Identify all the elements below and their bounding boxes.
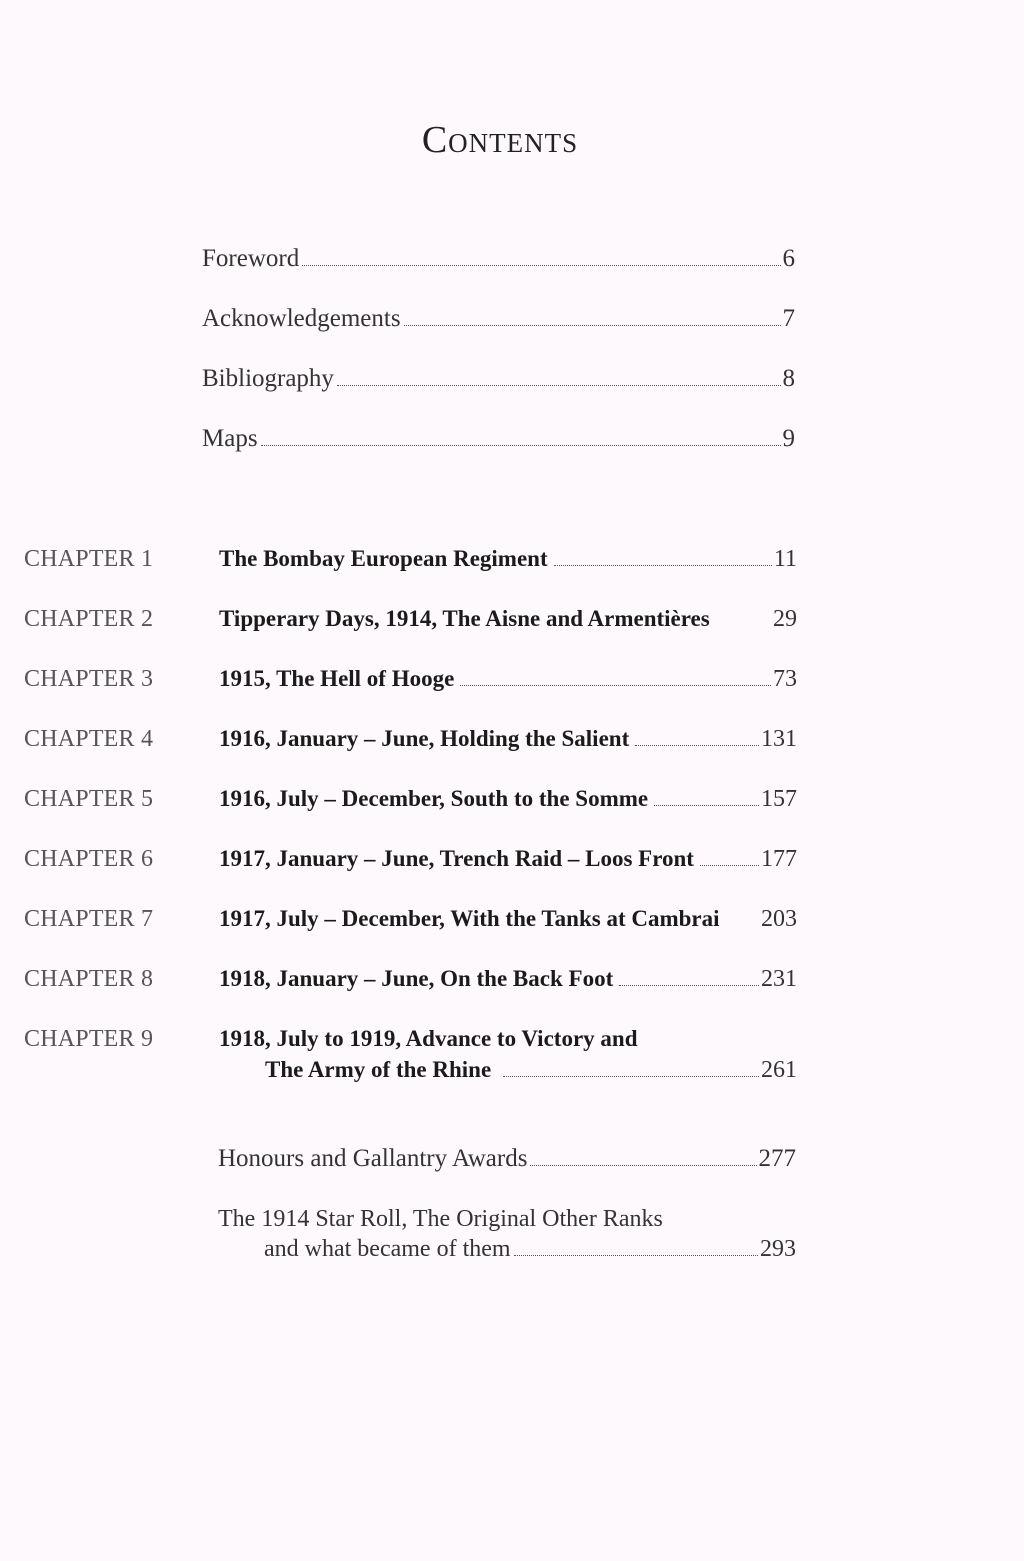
dot-leader [619, 985, 759, 986]
page-number: 11 [773, 546, 797, 572]
dot-leader [460, 685, 771, 686]
toc-entry-maps[interactable] [202, 424, 795, 454]
chapter-title: Tipperary Days, 1914, The Aisne and Armentières [219, 606, 710, 631]
page-number: 29 [773, 606, 797, 632]
page-title: Contents [421, 119, 579, 161]
dot-leader [404, 325, 781, 326]
toc-entry-star-roll[interactable] [218, 1204, 796, 1264]
entry-label-line-2: and what became of them [264, 1236, 511, 1262]
chapter-number: CHAPTER 5 [24, 786, 154, 812]
dot-leader [261, 445, 781, 446]
page-number: 203 [761, 906, 797, 932]
chapter-number: CHAPTER 6 [24, 846, 154, 872]
dot-leader [302, 265, 780, 266]
entry-label-line-1: The 1914 Star Roll, The Original Other Ranks [218, 1206, 663, 1232]
toc-entry-acknowledgements[interactable] [202, 304, 795, 334]
toc-entry-chapter-5[interactable] [219, 784, 797, 814]
chapter-title: 1916, January – June, Holding the Salient [219, 726, 630, 751]
toc-entry-chapter-3[interactable] [219, 664, 797, 694]
toc-entry-chapter-1[interactable] [219, 544, 797, 574]
entry-label: Bibliography [202, 365, 334, 392]
page-number: 6 [782, 245, 795, 272]
page-number: 7 [782, 305, 795, 332]
entry-label: Acknowledgements [202, 305, 401, 332]
page-number: 293 [760, 1236, 796, 1262]
dot-leader [337, 385, 781, 386]
page-number: 277 [758, 1145, 796, 1172]
chapter-title: 1917, July – December, With the Tanks at Cambrai [219, 906, 720, 931]
chapter-title: The Bombay European Regiment [219, 546, 548, 571]
page-number: 157 [761, 786, 797, 812]
chapter-title: 1916, July – December, South to the Somme [219, 786, 649, 811]
toc-entry-chapter-9[interactable] [219, 1024, 797, 1085]
chapter-number: CHAPTER 9 [24, 1026, 154, 1052]
chapter-title-line-1: 1918, July to 1919, Advance to Victory and [219, 1026, 638, 1051]
toc-entry-chapter-2[interactable] [219, 604, 797, 634]
chapter-title: 1918, January – June, On the Back Foot [219, 966, 614, 991]
toc-entry-chapter-4[interactable] [219, 724, 797, 754]
toc-entry-chapter-8[interactable] [219, 964, 797, 994]
entry-label: Honours and Gallantry Awards [218, 1145, 528, 1172]
dot-leader [514, 1255, 758, 1256]
chapter-number: CHAPTER 1 [24, 546, 154, 572]
chapter-number: CHAPTER 7 [24, 906, 154, 932]
toc-entry-chapter-7[interactable] [219, 904, 797, 934]
dot-leader [530, 1165, 756, 1166]
page-number: 131 [761, 726, 797, 752]
page-number: 8 [782, 365, 795, 392]
toc-entry-chapter-6[interactable] [219, 844, 797, 874]
chapter-number: CHAPTER 4 [24, 726, 154, 752]
toc-entry-honours[interactable] [218, 1144, 796, 1174]
dot-leader [503, 1076, 759, 1077]
entry-label: Foreword [202, 245, 300, 272]
entry-label: Maps [202, 425, 258, 452]
chapter-title: 1917, January – June, Trench Raid – Loos Front [219, 846, 694, 871]
page-number: 177 [761, 846, 797, 872]
page-number: 231 [761, 966, 797, 992]
chapter-number: CHAPTER 2 [24, 606, 154, 632]
page-number: 73 [773, 666, 797, 692]
page-number: 261 [761, 1057, 797, 1083]
toc-entry-bibliography[interactable] [202, 364, 795, 394]
toc-entry-foreword[interactable] [202, 244, 795, 274]
dot-leader [554, 565, 772, 566]
chapter-number: CHAPTER 3 [24, 666, 154, 692]
chapter-title: 1915, The Hell of Hooge [219, 666, 455, 691]
chapter-number: CHAPTER 8 [24, 966, 154, 992]
dot-leader [700, 865, 759, 866]
dot-leader [654, 805, 759, 806]
page-number: 9 [782, 425, 795, 452]
dot-leader [635, 745, 759, 746]
chapter-title-line-2: The Army of the Rhine [265, 1057, 492, 1082]
